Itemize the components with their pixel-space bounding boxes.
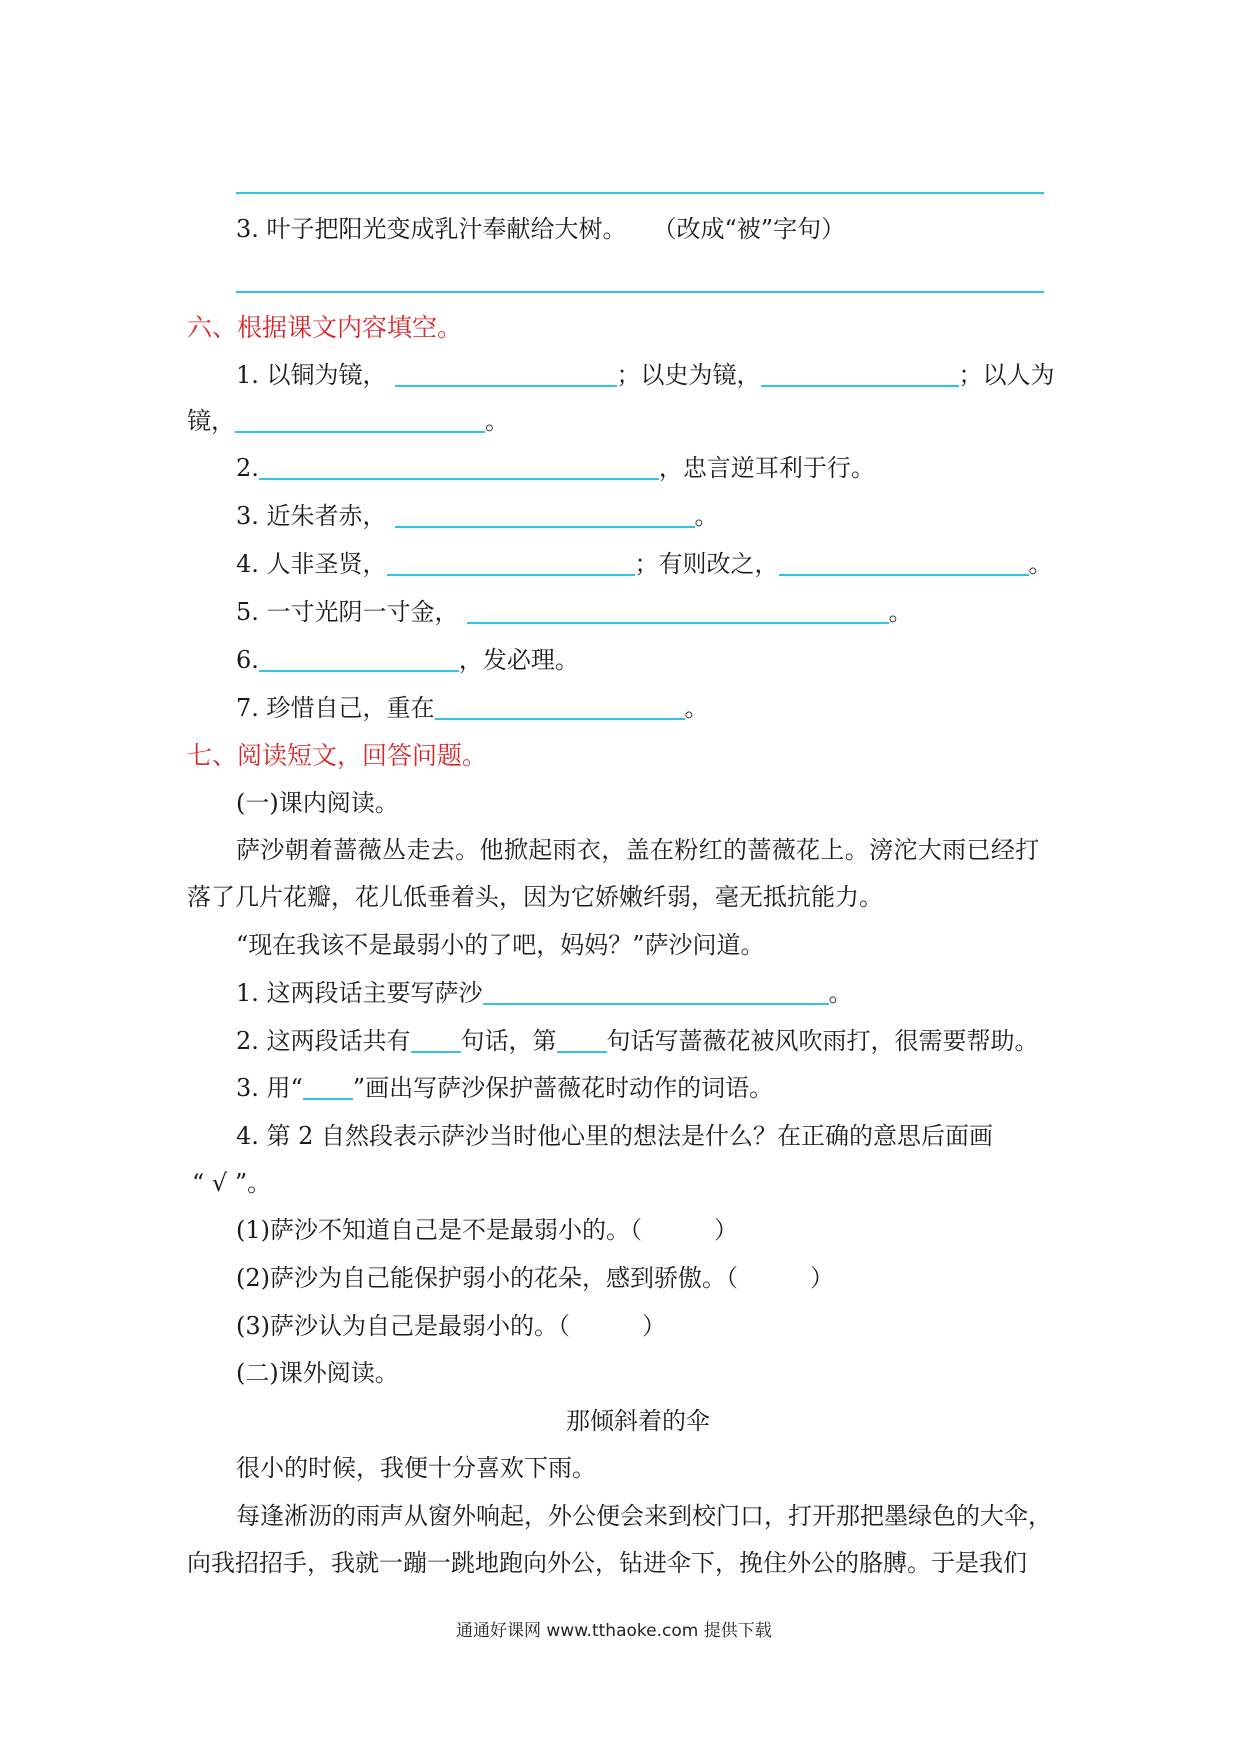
s6-i1-c: ；以人为 <box>958 361 1055 389</box>
s6-i5-a: 5. 一寸光阴一寸金， <box>236 598 459 626</box>
s6-item2 <box>236 452 875 484</box>
fill-blank[interactable] <box>557 1029 607 1053</box>
s6-i7-a: 7. 珍惜自己，重在 <box>236 694 435 722</box>
fill-blank[interactable] <box>395 363 617 387</box>
passage-line: 萨沙朝着蔷薇丛走去。他掀起雨衣，盖在粉红的蔷薇花上。滂沱大雨已经打 <box>236 836 1040 864</box>
p1-q3-b: ”画出写萨沙保护蔷薇花时动作的词语。 <box>352 1074 774 1102</box>
s6-i4-a: 4. 人非圣贤， <box>236 550 387 578</box>
fill-blank[interactable] <box>259 648 459 672</box>
s6-i3-a: 3. 近朱者赤， <box>236 502 387 530</box>
fill-blank[interactable] <box>467 600 889 624</box>
fill-blank[interactable] <box>235 409 485 433</box>
story-title: 那倾斜着的伞 <box>566 1407 710 1435</box>
fill-blank[interactable] <box>435 696 685 720</box>
option-3[interactable]: (3)萨沙认为自己是最弱小的。（ ） <box>236 1312 666 1340</box>
p1-q2 <box>236 1025 1039 1057</box>
s6-item3 <box>236 500 719 532</box>
p1-q3-a: 3. 用“ <box>236 1074 303 1102</box>
fill-blank[interactable] <box>395 504 695 528</box>
q5-item3-text: 3. 叶子把阳光变成乳汁奉献给大树。 <box>236 215 627 243</box>
s6-i4-c: 。 <box>1028 550 1053 578</box>
p1-q1-b: 。 <box>828 979 853 1007</box>
s6-item7 <box>236 692 709 724</box>
fill-blank[interactable] <box>779 552 1029 576</box>
part2-heading: (二)课外阅读。 <box>236 1359 399 1387</box>
passage-line: “现在我该不是最弱小的了吧，妈妈？”萨沙问道。 <box>236 931 765 959</box>
fill-blank[interactable] <box>761 363 959 387</box>
p1-q4-line1: 4. 第 2 自然段表示萨沙当时他心里的想法是什么？在正确的意思后面画 <box>236 1122 994 1150</box>
story-line: 很小的时候，我便十分喜欢下雨。 <box>236 1454 596 1482</box>
s6-i6-a: 6. <box>236 646 259 674</box>
s6-item4 <box>236 548 1053 580</box>
s6-item5 <box>236 596 913 628</box>
s6-item6 <box>236 644 579 676</box>
fill-blank[interactable] <box>387 552 635 576</box>
option-1[interactable]: (1)萨沙不知道自己是不是最弱小的。（ ） <box>236 1216 738 1244</box>
part1-heading: (一)课内阅读。 <box>236 789 399 817</box>
story-line: 向我招招手，我就一蹦一跳地跑向外公，钻进伞下，挽住外公的胳膊。于是我们 <box>187 1549 1027 1577</box>
footer-credit: 通通好课网 www.tthaoke.com 提供下载 <box>456 1621 772 1641</box>
fill-blank[interactable] <box>411 1029 461 1053</box>
section7-title: 七、阅读短文，回答问题。 <box>187 741 488 770</box>
p1-q2-b: 句话，第 <box>460 1027 557 1055</box>
s6-item1 <box>236 359 1055 391</box>
p1-q2-a: 2. 这两段话共有 <box>236 1027 411 1055</box>
p1-q4-line2: “ √ ”。 <box>192 1169 272 1197</box>
s6-i1-e: 。 <box>485 407 509 435</box>
q5-item3 <box>236 213 845 245</box>
fill-blank[interactable] <box>483 981 829 1005</box>
fill-blank[interactable] <box>259 456 659 480</box>
s6-i1-d: 镜， <box>187 407 235 435</box>
fill-blank[interactable] <box>303 1076 353 1100</box>
story-line: 每逢淅沥的雨声从窗外响起，外公便会来到校门口，打开那把墨绿色的大伞， <box>236 1502 1052 1530</box>
s6-i5-b: 。 <box>888 598 913 626</box>
answer-line <box>236 291 1044 293</box>
p1-q2-c: 句话写蔷薇花被风吹雨打，很需要帮助。 <box>606 1027 1039 1055</box>
s6-i2-a: 2. <box>236 454 259 482</box>
s6-i7-b: 。 <box>684 694 709 722</box>
option-2[interactable]: (2)萨沙为自己能保护弱小的花朵，感到骄傲。（ ） <box>236 1264 834 1292</box>
q5-item3-instruction: （改成“被”字句） <box>652 215 846 243</box>
p1-q1 <box>236 977 853 1009</box>
section6-title: 六、根据课文内容填空。 <box>187 313 463 342</box>
s6-i3-b: 。 <box>694 502 719 530</box>
s6-i1-a: 1. 以铜为镜， <box>236 361 387 389</box>
s6-i4-b: ；有则改之， <box>634 550 779 578</box>
p1-q3 <box>236 1072 773 1104</box>
answer-line <box>236 192 1044 194</box>
passage-line: 落了几片花瓣，花儿低垂着头，因为它娇嫩纤弱，毫无抵抗能力。 <box>187 883 883 911</box>
p1-q1-a: 1. 这两段话主要写萨沙 <box>236 979 483 1007</box>
s6-i6-b: ，发必理。 <box>458 646 579 674</box>
s6-i1-b: ；以史为镜， <box>616 361 761 389</box>
s6-item1-cont <box>187 405 509 437</box>
s6-i2-b: ，忠言逆耳利于行。 <box>658 454 875 482</box>
